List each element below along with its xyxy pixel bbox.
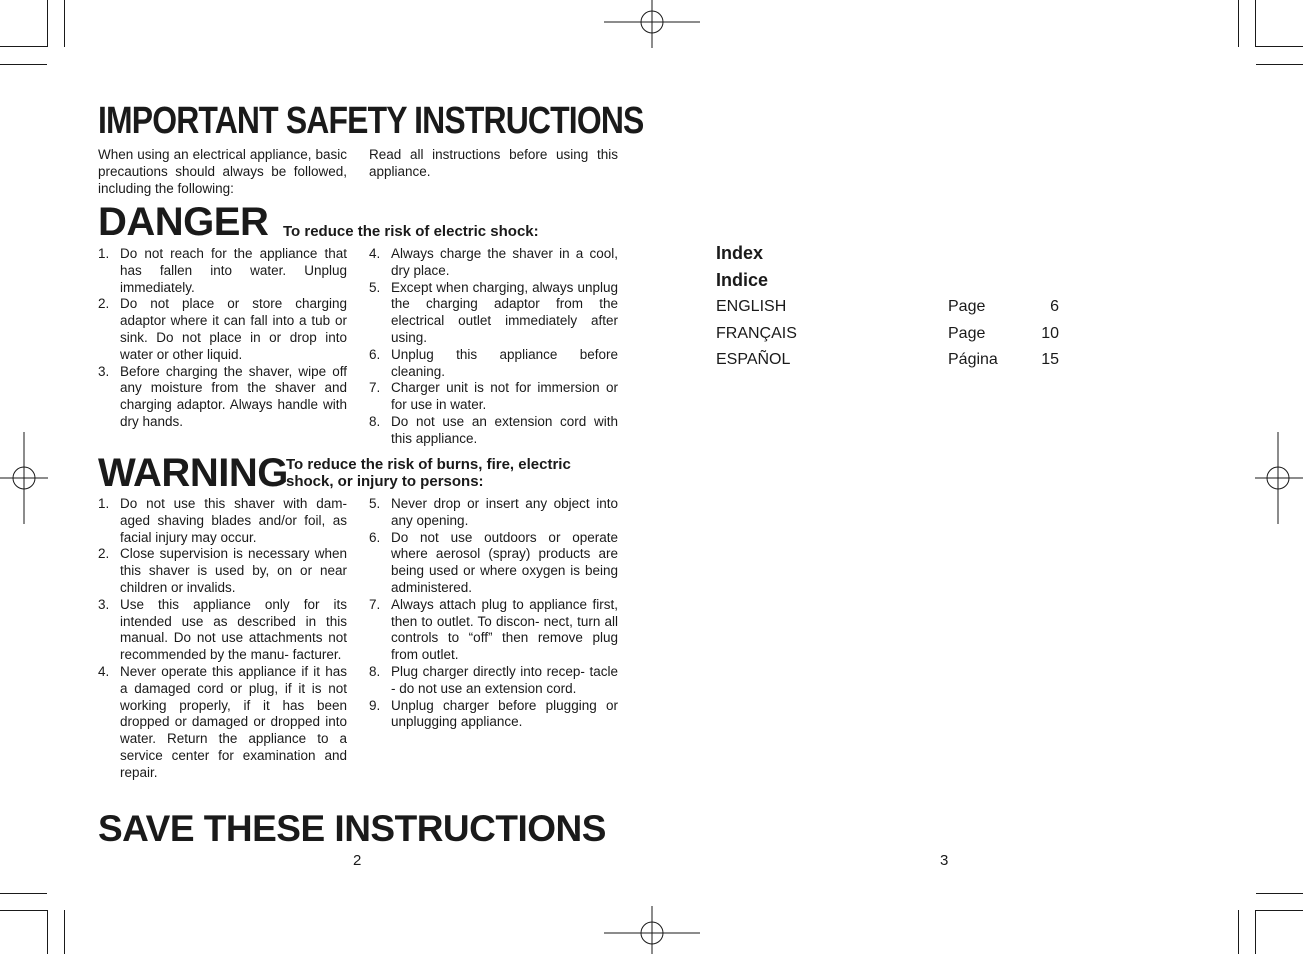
item-text: Do not reach for the appliance that has fallen into water. Unplug immediately.	[120, 246, 347, 295]
item-number: 1.	[98, 246, 110, 261]
list-item	[98, 597, 347, 664]
item-number: 4.	[369, 246, 381, 261]
list-item	[98, 546, 347, 596]
page-number: 2	[353, 852, 362, 869]
crop-mark	[0, 64, 47, 65]
list-item	[98, 664, 347, 782]
warning-subheading	[286, 456, 571, 490]
intro-text: Read all instructions before using this appliance.	[369, 147, 618, 179]
item-number: 3.	[98, 596, 110, 612]
intro-text: When using an electrical appliance, basic precautions should always be followed, including the following:	[98, 147, 347, 196]
item-text: Charger unit is not for immersion or for use in water.	[391, 380, 618, 413]
item-number: 6.	[369, 529, 381, 545]
crop-mark	[1256, 910, 1303, 911]
index-language: ESPAÑOL	[716, 351, 791, 368]
item-text: Unplug this appliance before cleaning.	[391, 346, 618, 379]
list-item	[369, 246, 618, 280]
crop-mark	[0, 910, 47, 911]
item-number: 7.	[369, 380, 381, 396]
item-text: Unplug charger before plugging or unplugging appliance.	[391, 697, 618, 730]
list-item	[369, 597, 618, 664]
index-page-word: Página	[948, 351, 998, 368]
item-text: Do not use outdoors or operate where aerosol (spray) products are being used or where oxygen is being administered.	[391, 529, 618, 595]
item-number: 7.	[369, 596, 381, 612]
list-item	[369, 530, 618, 597]
index-language: FRANÇAIS	[716, 325, 797, 342]
crop-mark	[47, 910, 48, 954]
crop-mark	[1256, 46, 1303, 47]
item-number: 3.	[98, 363, 110, 379]
list-item	[98, 246, 347, 296]
item-number: 5.	[369, 279, 381, 295]
list-item	[369, 280, 618, 347]
crop-mark	[47, 0, 48, 47]
warning-subheading-line: shock, or injury to persons:	[286, 473, 484, 490]
item-number: 5.	[369, 496, 381, 511]
crop-mark	[1256, 64, 1303, 65]
crop-mark	[1238, 0, 1239, 47]
warning-subheading-line: To reduce the risk of burns, fire, electric	[286, 456, 571, 473]
item-number: 4.	[98, 663, 110, 679]
item-number: 1.	[98, 496, 110, 511]
item-text: Do not use this shaver with dam- aged shaving blades and/or foil, as facial injury may occur.	[120, 496, 347, 545]
crop-mark	[1256, 893, 1303, 894]
warning-heading: WARNING	[98, 451, 288, 495]
warning-list-left	[98, 496, 347, 782]
crop-mark	[64, 910, 65, 954]
item-number: 2.	[98, 296, 110, 312]
item-text: Plug charger directly into recep- tacle - do not use an extension cord.	[391, 663, 618, 696]
list-item	[369, 698, 618, 732]
item-text: Before charging the shaver, wipe off any moisture from the shaver and charging adaptor. Always handle with dry hands.	[120, 363, 347, 429]
list-item	[98, 496, 347, 546]
crop-mark	[64, 0, 65, 47]
item-text: Close supervision is necessary when this shaver is used by, on or near children or invalids.	[120, 546, 347, 595]
danger-list-left	[98, 246, 347, 431]
index-entry[interactable]	[716, 298, 1059, 320]
index-page-number: 10	[1041, 325, 1059, 342]
index-entry[interactable]	[716, 351, 1059, 373]
crop-mark	[0, 893, 47, 894]
list-item	[369, 664, 618, 698]
item-text: Use this appliance only for its intended use as described in this manual. Do not use attachments not recommended by the manu- facturer.	[120, 596, 347, 663]
crop-mark	[1238, 910, 1239, 954]
crop-mark	[0, 46, 47, 47]
index-page-word: Page	[948, 298, 986, 315]
index-title: Indice	[716, 270, 769, 290]
item-text: Always charge the shaver in a cool, dry place.	[391, 246, 618, 278]
list-item	[369, 380, 618, 414]
registration-mark	[604, 906, 700, 954]
danger-subheading: To reduce the risk of electric shock:	[283, 223, 539, 240]
registration-mark	[1255, 432, 1303, 524]
list-item	[369, 496, 618, 530]
registration-mark	[0, 432, 48, 524]
index-page-word: Page	[948, 325, 986, 342]
index-language: ENGLISH	[716, 298, 787, 315]
item-number: 6.	[369, 346, 381, 362]
crop-mark	[1255, 910, 1256, 954]
registration-mark	[604, 0, 700, 48]
item-text: Never operate this appliance if it has a damaged cord or plug, if it is not working properly, if it has been dropped or damaged or dropped into water. Return the appliance to a service center for examination and repair.	[120, 663, 347, 780]
list-item	[369, 347, 618, 381]
page-title: IMPORTANT SAFETY INSTRUCTIONS	[98, 100, 644, 142]
save-instructions-title: SAVE THESE INSTRUCTIONS	[98, 808, 606, 849]
danger-list-right	[369, 246, 618, 448]
warning-list-right	[369, 496, 618, 731]
list-item	[369, 414, 618, 448]
index-page-number: 15	[1041, 351, 1059, 368]
item-text: Always attach plug to appliance first, then to outlet. To discon- nect, turn all controls to “off” then remove plug from outlet.	[391, 596, 618, 663]
item-number: 8.	[369, 663, 381, 679]
crop-mark	[1255, 0, 1256, 47]
item-number: 2.	[98, 546, 110, 562]
item-text: Except when charging, always unplug the charging adaptor from the electrical outlet immediately after using.	[391, 279, 618, 345]
item-number: 8.	[369, 413, 381, 429]
item-text: Do not use an extension cord with this appliance.	[391, 413, 618, 446]
danger-heading: DANGER	[98, 200, 269, 244]
page-number: 3	[940, 852, 949, 869]
index-title: Index	[716, 243, 764, 263]
item-text: Never drop or insert any object into any opening.	[391, 496, 618, 528]
item-number: 9.	[369, 697, 381, 713]
index-entry[interactable]	[716, 325, 1059, 347]
item-text: Do not place or store charging adaptor where it can fall into a tub or sink. Do not place in or drop into water or other liquid.	[120, 296, 347, 362]
list-item	[98, 364, 347, 431]
index-page-number: 6	[1050, 298, 1059, 315]
list-item	[98, 296, 347, 363]
